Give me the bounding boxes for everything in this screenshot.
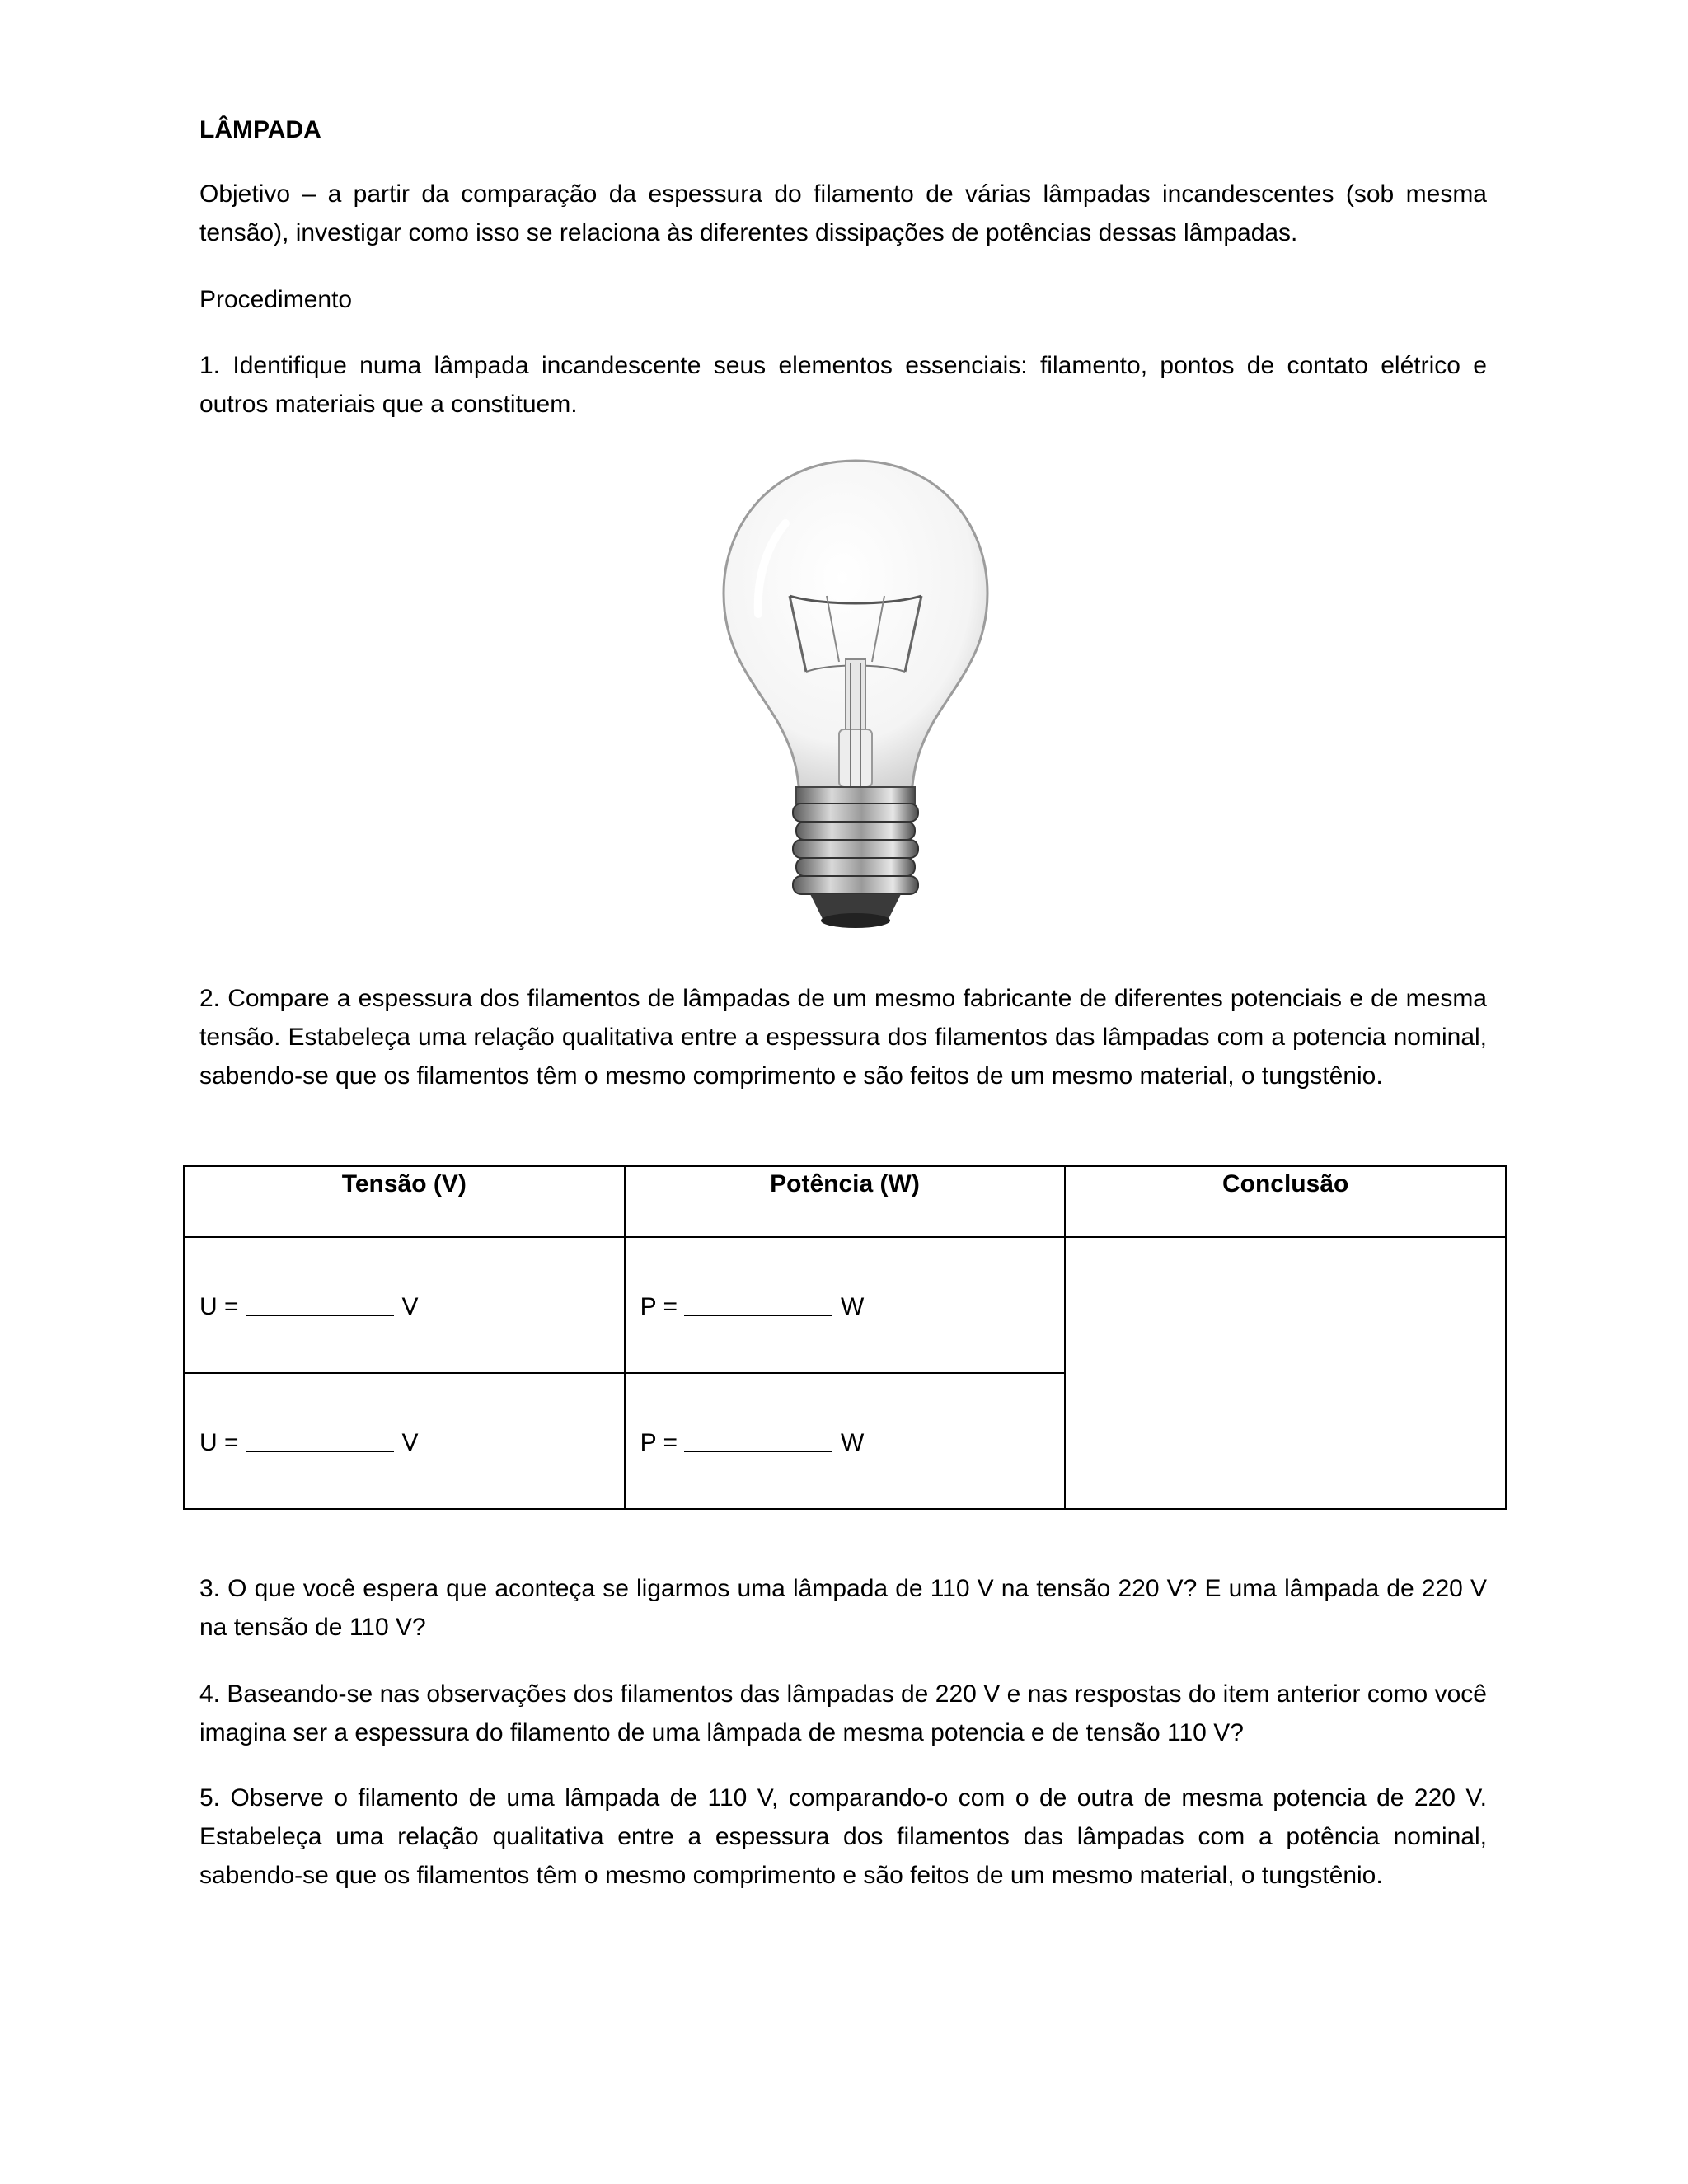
voltage-unit: V (401, 1428, 419, 1456)
voltage-label: U = (199, 1428, 239, 1456)
power-unit: W (840, 1292, 865, 1320)
step-3-text: 3. O que você espera que aconteça se ligarmos uma lâmpada de 110 V na tensão 220 V? E uma lâmpada de 220 V na tensão de 110 V? (199, 1575, 1487, 1641)
header-potencia: Potência (W) (625, 1166, 1066, 1237)
step-4-text: 4. Baseando-se nas observações dos filamentos das lâmpadas de 220 V e nas respostas do item anterior como você imagina ser a espessura do filamento de uma lâmpada de mesma potencia e de tensão 110 V? (199, 1680, 1487, 1746)
procedure-heading: Procedimento (199, 286, 353, 313)
step-2-text: 2. Compare a espessura dos filamentos de lâmpadas de um mesmo fabricante de diferentes potenciais e de mesma tensão. Estabeleça uma relação qualitativa entre a espessura dos filamentos das lâmpadas com a potencia nominal, sabendo-se que os filamentos têm o mesmo comprimento e são feitos de um mesmo material, o tungstênio. (199, 985, 1487, 1090)
voltage-label: U = (199, 1292, 239, 1320)
voltage-unit: V (401, 1292, 419, 1320)
header-conclusao: Conclusão (1065, 1166, 1506, 1237)
power-unit: W (840, 1428, 865, 1456)
table-row (184, 1237, 1506, 1373)
table-header-row (184, 1166, 1506, 1237)
step-1-text: 1. Identifique numa lâmpada incandescente seus elementos essenciais: filamento, pontos de contato elétrico e outros materiais que a constituem. (199, 352, 1487, 418)
header-tensao: Tensão (V) (184, 1166, 625, 1237)
power-label: P = (640, 1428, 678, 1456)
document-title: LÂMPADA (199, 116, 321, 143)
conclusion-cell[interactable] (1065, 1237, 1506, 1509)
power-cell (625, 1237, 1066, 1373)
voltage-cell (184, 1373, 625, 1509)
voltage-cell (184, 1237, 625, 1373)
power-cell (625, 1373, 1066, 1509)
objective-paragraph: Objetivo – a partir da comparação da espessura do filamento de várias lâmpadas incandescentes (sob mesma tensão), investigar como isso se relaciona às diferentes dissipações de potências dessas lâmpadas. (199, 180, 1487, 246)
data-table (183, 1165, 1507, 1510)
power-label: P = (640, 1292, 678, 1320)
light-bulb-icon (707, 457, 1004, 931)
voltage-blank[interactable] (246, 1290, 394, 1316)
power-blank[interactable] (684, 1426, 832, 1452)
power-blank[interactable] (684, 1290, 832, 1316)
step-5-text: 5. Observe o filamento de uma lâmpada de 110 V, comparando-o com o de outra de mesma potencia de 220 V. Estabeleça uma relação qualitativa entre a espessura dos filamentos das lâmpadas com a potência nominal, sabendo-se que os filamentos têm o mesmo comprimento e são feitos de um mesmo material, o tungstênio. (199, 1784, 1487, 1889)
voltage-blank[interactable] (246, 1426, 394, 1452)
